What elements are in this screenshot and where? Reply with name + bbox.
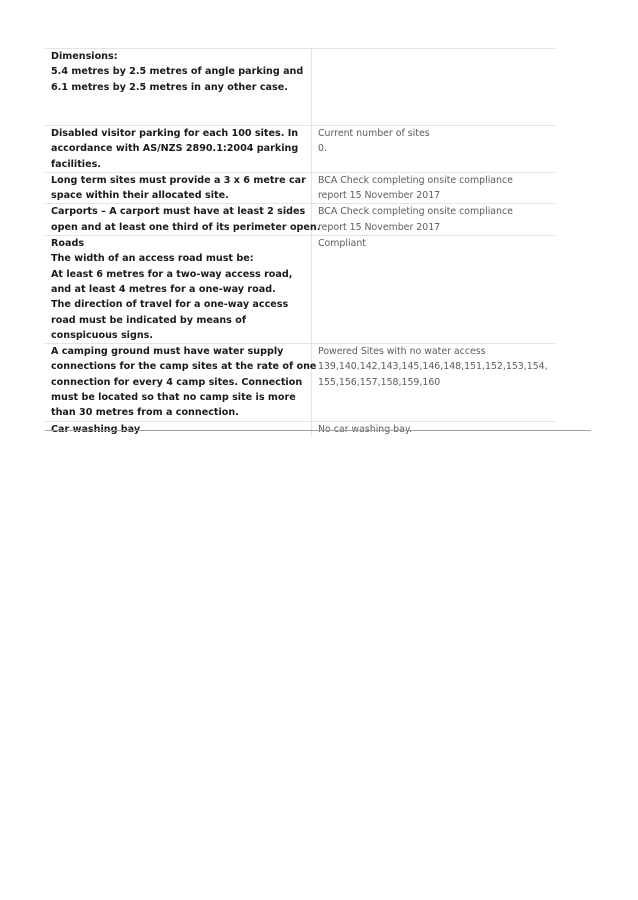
- status-cell: [312, 49, 556, 126]
- table-row-disabled-parking: [45, 126, 555, 173]
- table-row-long-term-sites: [45, 172, 555, 204]
- requirement-cell: [45, 344, 317, 421]
- requirement-line: road must be indicated by means of: [51, 314, 246, 326]
- requirement-line: accordance with AS/NZS 2890.1:2004 parking: [51, 143, 299, 155]
- requirement-line: Carports – A carport must have at least 2 sides: [51, 206, 306, 218]
- status-line: 155,156,157,158,159,160: [318, 376, 441, 388]
- status-line: Current number of sites: [318, 128, 430, 139]
- requirement-line: 5.4 metres by 2.5 metres of angle parking and: [51, 66, 304, 78]
- requirement-line: Roads: [51, 238, 85, 250]
- requirement-line: Dimensions:: [51, 51, 118, 62]
- requirement-line: than 30 metres from a connection.: [51, 407, 239, 419]
- status-cell: [312, 172, 556, 204]
- status-line: Powered Sites with no water access: [318, 346, 486, 358]
- requirement-cell: [45, 126, 312, 173]
- status-line: 139,140,142,143,145,146,148,151,152,153,154,: [318, 361, 548, 373]
- status-line: 0.: [318, 143, 327, 155]
- status-cell: [312, 126, 556, 173]
- requirement-line: conspicuous signs.: [51, 329, 154, 341]
- requirement-line: open and at least one third of its perimeter open.: [51, 221, 321, 233]
- requirement-line: Disabled visitor parking for each 100 sites. In: [51, 128, 299, 139]
- requirement-line: connections for the camp sites at the rate of one: [51, 361, 317, 373]
- requirement-line: The width of an access road must be:: [51, 253, 254, 265]
- requirement-line: facilities.: [51, 158, 101, 170]
- status-line: BCA Check completing onsite compliance: [318, 174, 513, 186]
- requirement-line: A camping ground must have water supply: [51, 346, 284, 358]
- status-line: BCA Check completing onsite compliance: [318, 206, 513, 218]
- status-cell: [312, 344, 556, 421]
- status-line: report 15 November 2017: [318, 190, 441, 202]
- requirement-line: At least 6 metres for a two-way access road,: [51, 268, 293, 280]
- requirement-line: connection for every 4 camp sites. Connection: [51, 376, 303, 388]
- requirement-cell: [45, 204, 321, 236]
- table-row-carports: [45, 204, 555, 236]
- requirement-cell: [45, 49, 312, 126]
- requirement-line: must be located so that no camp site is more: [51, 392, 296, 404]
- requirement-cell: [45, 172, 312, 204]
- table-bottom-rule: [45, 430, 591, 431]
- requirement-line: 6.1 metres by 2.5 metres in any other case.: [51, 81, 288, 93]
- status-cell: [312, 236, 556, 344]
- table-row-dimensions: [45, 49, 555, 126]
- requirement-line: space within their allocated site.: [51, 190, 229, 202]
- compliance-table: [45, 48, 555, 437]
- requirement-line: The direction of travel for a one-way access: [51, 299, 289, 311]
- table-row-roads: [45, 236, 555, 344]
- table-row-water-supply: [45, 344, 555, 421]
- status-line: Compliant: [318, 238, 366, 250]
- requirement-line: and at least 4 metres for a one-way road.: [51, 283, 276, 295]
- status-cell: [312, 204, 556, 236]
- status-line: report 15 November 2017: [318, 221, 441, 233]
- requirement-line: Long term sites must provide a 3 x 6 metre car: [51, 174, 306, 186]
- requirement-cell: [45, 236, 312, 344]
